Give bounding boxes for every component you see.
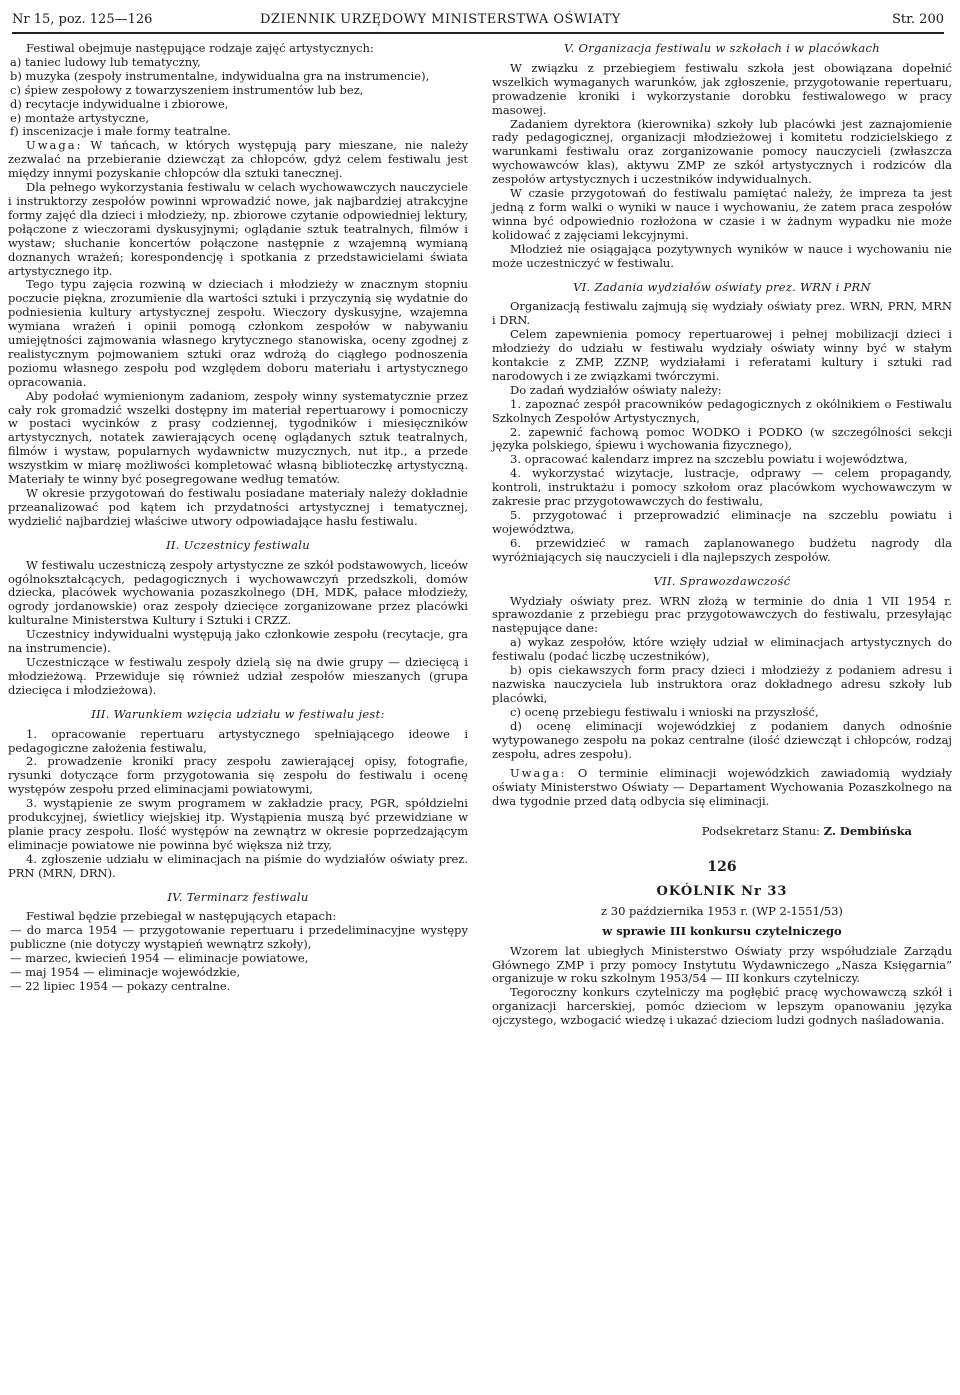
list-item: f) inscenizacje i małe formy teatralne. [10, 124, 231, 139]
section-heading: VI. Zadania wydziałów oświaty prez. WRN i PRN [573, 279, 871, 294]
right-column [492, 42, 952, 1028]
list-item: b) opis ciekawszych form pracy dzieci i młodzieży z podaniem adresu i nazwiska nauczyciela lub instruktora oraz dokładnego adresu szkoły lub placówki, [492, 663, 952, 705]
paragraph: W czasie przygotowań do festiwalu pamiętać należy, że impreza ta jest jedną z form walki o wyniki w nauce i wychowaniu, że zatem praca zespołów winna być odpowiednio rozłożona w czasie i w żadnym wypadku nie może kolidować z zajęciami lekcyjnymi. [492, 186, 952, 242]
list-item: b) muzyka (zespoły instrumentalne, indywidualna gra na instrumencie), [10, 68, 430, 83]
uwaga-label: Uwaga: [510, 766, 567, 781]
header-page-number: Str. 200 [892, 12, 944, 27]
list-item: c) ocenę przebiegu festiwalu i wnioski na przyszłość, [510, 704, 819, 719]
paragraph: Wydziały oświaty prez. WRN złożą w terminie do dnia 1 VII 1954 r. sprawozdanie z przebiegu prac przygotowawczych do festiwalu, przesyłając następujące dane: [492, 593, 952, 636]
list-item: 3. opracować kalendarz imprez na szczeblu powiatu i województwa, [510, 452, 908, 467]
paragraph: Do zadań wydziałów oświaty należy: [510, 382, 722, 397]
list-item: a) wykaz zespołów, które wzięły udział w eliminacjach artystycznych do festiwalu (podać liczbę uczestników), [492, 635, 952, 664]
list-item: 6. przewidzieć w ramach zaplanowanego budżetu nagrody dla wyróżniających się nauczycieli i dla najlepszych zespołów. [492, 535, 952, 564]
paragraph: Tegoroczny konkurs czytelniczy ma pogłębić pracę wychowawczą szkół i organizacji harcerskiej, pomóc dzieciom w lepszym opanowaniu języka ojczystego, wzbogacić wiedzę i ukazać dzieciom ludzi godnych naśladowania. [492, 985, 952, 1028]
list-item: 1. zapoznać zespół pracowników pedagogicznych z okólnikiem o Festiwalu Szkolnych Zespołów Artystycznych, [492, 396, 952, 425]
uwaga-text: W tańcach, w których występują pary mieszane, nie należy zezwalać na przebieranie dziewcząt za chłopców, gdyż celem festiwalu jest między innymi pozyskanie chłopców dla sztuki tanecznej. [8, 138, 468, 181]
section-heading: VII. Sprawozdawczość [653, 573, 791, 588]
uwaga-label: Uwaga: [26, 138, 83, 153]
document-number: 126 [707, 859, 737, 876]
paragraph: W festiwalu uczestniczą zespoły artystyczne ze szkół podstawowych, liceów ogólnokształcących, pedagogicznych i wychowawczyń przedszkoli, domów dziecka, placówek wychowania pozaszkolnego (DH, MDK, pałace młodzieży, ogrody jordanowskie) oraz zespoły dziecięce zorganizowane przez placówki kulturalne Ministerstwa Kultury i Sztuki i CRZZ. [8, 557, 468, 628]
section-heading: V. Organizacja festiwalu w szkołach i w placówkach [563, 41, 880, 55]
list-item: 5. przygotować i przeprowadzić eliminacje na szczeblu powiatu i województwa, [492, 508, 952, 536]
uwaga-text: O terminie eliminacji wojewódzkich zawiadomią wydziały oświaty Ministerstwo Oświaty — Departament Wychowania Pozaszkolnego na dwa tygodnie przed datą odbycia się eliminacji. [492, 766, 952, 809]
left-column [8, 42, 468, 994]
list-item: — do marca 1954 — przygotowanie repertuaru i przedeliminacyjne występy publiczne (nie dotyczy wystąpień wewnątrz szkoły), [10, 923, 468, 952]
paragraph: Celem zapewnienia pomocy repertuarowej i pełnej mobilizacji dzieci i młodzieży do udziału w festiwalu wydziały oświaty winny być w stałym kontakcie z ZMP, ZZNP, wydziałami i referatami kultury i sztuki rad narodowych i ze związkami twórczymi. [492, 327, 952, 383]
signature [492, 825, 952, 839]
list-item: e) montaże artystyczne, [10, 110, 150, 125]
paragraph: Tego typu zajęcia rozwiną w dzieciach i młodzieży w znacznym stopniu poczucie piękna, zrozumienie dla wartości sztuki i przyczynią się wydatnie do podniesienia kultury artystycznej zespołu. Wieczory dyskusyjne, wzajemna wymiana wrażeń i opinii pomogą członkom zespołów w nabywaniu umiejętności zajmowania własnego krytycznego stanowiska, oceny zgodnej z realistycznym pojmowaniem sztuki oraz wdrożą do ciągłego podnoszenia poziomu własnego zespołu pod względem doboru materiału i artystycznego opracowania. [8, 277, 468, 389]
paragraph: Aby podołać wymienionym zadaniom, zespoły winny systematycznie przez cały rok gromadzić wszelki dostępny im materiał repertuarowy i pomocniczy w postaci wycinków z prasy codziennej, tygodników i miesięczników artystycznych, notatek zawierających ocenę oglądanych sztuk teatralnych, filmów i wystaw, popularnych wydawnictw muzycznych, nut itp., a przede wszystkim w miarę możliwości kompletować własną biblioteczkę artystyczną. Materiały te winny być posegregowane według tematów. [8, 388, 468, 487]
paragraph: W okresie przygotowań do festiwalu posiadane materiały należy dokładnie przeanalizować pod kątem ich przydatności artystycznej i tematycznej, wydzielić najbardziej właściwe utwory odpowiadające hasłu festiwalu. [8, 486, 468, 528]
list-item: 2. prowadzenie kroniki pracy zespołu zawierającej opisy, fotografie, rysunki dotyczące form przygotowania się zespołu do festiwalu i ocenę występów zespołu przed eliminacjami powiatowymi, [8, 754, 468, 797]
section-heading: II. Uczestnicy festiwalu [166, 537, 310, 552]
page-header [12, 6, 944, 34]
list-item: d) ocenę eliminacji wojewódzkiej z podaniem danych odnośnie wytypowanego zespołu na pokaz centralne (ilość dziewcząt i chłopców, rodzaj zespołu, adres zespołu). [492, 718, 952, 761]
paragraph: Festiwal będzie przebiegał w następujących etapach: [26, 909, 337, 924]
okolnik-subject: w sprawie III konkursu czytelniczego [602, 923, 842, 938]
uwaga-note [8, 139, 468, 181]
list-item: d) recytacje indywidualne i zbiorowe, [10, 96, 229, 111]
list-item: 3. wystąpienie ze swym programem w zakładzie pracy, PGR, spółdzielni produkcyjnej, świetlicy wiejskiej itp. Wystąpienia muszą być przewidziane w planie pracy zespołu. Ilość występów na zewnątrz w okresie poprzedzającym eliminacje powiatowe nie powinna być większa niż trzy, [8, 796, 468, 852]
paragraph: Zadaniem dyrektora (kierownika) szkoły lub placówki jest zaznajomienie rady pedagogicznej, organizacji młodzieżowej i komitetu rodzicielskiego z warunkami festiwalu oraz zorganizowanie pomocy nauczycieli (zwłaszcza wychowawców klas), aktywu ZMP ze szkół artystycznych i rodziców dla zespołów artystycznych i uczestników indywidualnych. [492, 116, 952, 187]
okolnik-title: OKÓLNIK Nr 33 [656, 883, 788, 899]
list-item: — 22 lipiec 1954 — pokazy centralne. [10, 979, 231, 993]
paragraph: Młodzież nie osiągająca pozytywnych wyników w nauce i wychowaniu nie może uczestniczyć w festiwalu. [492, 241, 952, 270]
section-heading: IV. Terminarz festiwalu [167, 889, 309, 904]
okolnik-date: z 30 października 1953 r. (WP 2-1551/53) [601, 903, 843, 918]
paragraph: Uczestniczące w festiwalu zespoły dzielą się na dwie grupy — dziecięcą i młodzieżową. Przewiduje się również udział zespołów mieszanych (grupa dziecięca i młodzieżowa). [8, 654, 468, 697]
intro-paragraph: Festiwal obejmuje następujące rodzaje zajęć artystycznych: [26, 41, 374, 55]
signature-label: Podsekretarz Stanu: [701, 824, 821, 839]
list-item: 1. opracowanie repertuaru artystycznego spełniającego ideowe i pedagogiczne założenia festiwalu, [8, 726, 468, 755]
list-item: — maj 1954 — eliminacje wojewódzkie, [10, 965, 241, 980]
header-issue-ref: Nr 15, poz. 125—126 [12, 12, 153, 27]
paragraph: Uczestnicy indywidualni występują jako członkowie zespołu (recytacje, gra na instrumencie). [8, 627, 468, 656]
list-item: 4. wykorzystać wizytacje, lustracje, odprawy — celem propagandy, kontroli, instruktażu i pomocy szkołom oraz placówkom wychowawczym w zakresie prac przygotowawczych do festiwalu, [492, 466, 952, 509]
signature-name: Z. Dembińska [823, 824, 912, 839]
section-heading: III. Warunkiem wzięcia udziału w festiwalu jest: [91, 706, 385, 721]
list-item: 2. zapewnić fachową pomoc WODKO i PODKO (w szczególności sekcji języka polskiego, śpiewu i wychowania fizycznego), [492, 424, 952, 453]
header-journal-title: DZIENNIK URZĘDOWY MINISTERSTWA OŚWIATY [260, 12, 621, 27]
list-item: 4. zgłoszenie udziału w eliminacjach na piśmie do wydziałów oświaty prez. PRN (MRN, DRN). [8, 851, 468, 880]
list-item: — marzec, kwiecień 1954 — eliminacje powiatowe, [10, 951, 309, 966]
uwaga-note [492, 767, 952, 809]
list-item: a) taniec ludowy lub tematyczny, [10, 54, 201, 69]
paragraph: Wzorem lat ubiegłych Ministerstwo Oświaty przy współudziale Zarządu Głównego ZMP i przy pomocy Instytutu Wydawniczego „Nasza Księgarnia” organizuje w roku szkolnym 1953/54 — III konkurs czytelniczy. [492, 943, 952, 986]
paragraph: Organizacją festiwalu zajmują się wydziały oświaty prez. WRN, PRN, MRN i DRN. [492, 299, 952, 328]
paragraph: W związku z przebiegiem festiwalu szkoła jest obowiązana dopełnić wszelkich wymaganych warunków, jak zgłoszenie, przygotowanie repertuaru, prowadzenie kroniki i wykorzystanie dorobku festiwalowego w pracy masowej. [492, 60, 952, 117]
paragraph: Dla pełnego wykorzystania festiwalu w celach wychowawczych nauczyciele i instruktorzy zespołów powinni wprowadzić nowe, jak najbardziej atrakcyjne formy zajęć dla dzieci i młodzieży, np. zbiorowe czytanie odpowiedniej lektury, połączone z wieczorami dyskusyjnymi; oglądanie sztuk teatralnych, filmów i wystaw; słuchanie koncertów połączone następnie z wzajemną wymianą doznanych wrażeń; korespondencję i spotkania z przedstawicielami świata artystycznego itp. [8, 180, 468, 278]
list-item: c) śpiew zespołowy z towarzyszeniem instrumentów lub bez, [10, 82, 364, 97]
